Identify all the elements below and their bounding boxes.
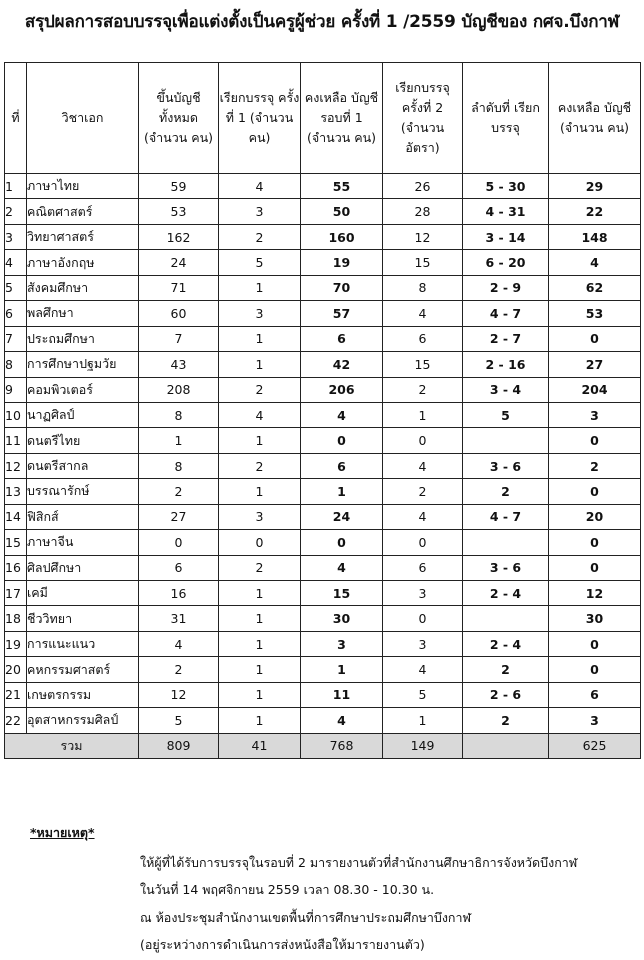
rank-cell — [463, 530, 549, 555]
table-row — [5, 606, 641, 631]
subject-cell: บรรณารักษ์ — [27, 479, 139, 504]
remaining-cell: 62 — [549, 275, 641, 300]
called-2-cell: 0 — [383, 606, 463, 631]
table-row — [5, 377, 641, 402]
called-1-cell: 1 — [219, 657, 301, 682]
remaining-cell: 53 — [549, 301, 641, 326]
row-number: 14 — [5, 504, 27, 529]
remaining-1-cell: 1 — [301, 657, 383, 682]
subject-cell: อุตสาหกรรมศิลป์ — [27, 708, 139, 733]
rank-cell: 2 - 7 — [463, 326, 549, 351]
remaining-1-cell: 57 — [301, 301, 383, 326]
table-row — [5, 224, 641, 249]
total-label: รวม — [5, 733, 139, 758]
called-1-cell: 3 — [219, 199, 301, 224]
remaining-cell: 204 — [549, 377, 641, 402]
total-remaining: 625 — [549, 733, 641, 758]
called-2-cell: 1 — [383, 402, 463, 427]
remaining-cell: 0 — [549, 530, 641, 555]
called-1-cell: 1 — [219, 326, 301, 351]
remaining-1-cell: 0 — [301, 530, 383, 555]
subject-cell: คหกรรมศาสตร์ — [27, 657, 139, 682]
remaining-cell: 12 — [549, 581, 641, 606]
table-row — [5, 453, 641, 478]
header-rank: ลำดับที่ เรียกบรรจุ — [463, 63, 549, 174]
table-row — [5, 479, 641, 504]
called-2-cell: 3 — [383, 581, 463, 606]
rank-cell: 2 — [463, 479, 549, 504]
remark-line: (อยู่ระหว่างการดำเนินการส่งหนังสือให้มารายงานตัว) — [140, 937, 425, 952]
listed-cell: 8 — [139, 453, 219, 478]
header-listed: ขึ้นบัญชีทั้งหมด (จำนวน คน) — [139, 63, 219, 174]
remaining-cell: 29 — [549, 174, 641, 199]
subject-cell: สังคมศึกษา — [27, 275, 139, 300]
called-1-cell: 2 — [219, 453, 301, 478]
page-title: สรุปผลการสอบบรรจุเพื่อแต่งตั้งเป็นครูผู้ช่วย ครั้งที่ 1 /2559 บัญชีของ กศจ.บึงกาฬ — [24, 12, 620, 32]
table-row — [5, 199, 641, 224]
row-number: 13 — [5, 479, 27, 504]
subject-cell: เคมี — [27, 581, 139, 606]
table-row — [5, 631, 641, 656]
row-number: 7 — [5, 326, 27, 351]
called-1-cell: 4 — [219, 402, 301, 427]
rank-cell: 2 - 4 — [463, 631, 549, 656]
row-number: 18 — [5, 606, 27, 631]
rank-cell: 2 - 16 — [463, 352, 549, 377]
remaining-cell: 3 — [549, 402, 641, 427]
total-called-1: 41 — [219, 733, 301, 758]
row-number: 11 — [5, 428, 27, 453]
header-called-2: เรียกบรรจุ ครั้งที่ 2 (จำนวน อัตรา) — [383, 63, 463, 174]
header-row — [5, 63, 641, 174]
rank-cell: 3 - 14 — [463, 224, 549, 249]
remark-line: ให้ผู้ที่ได้รับการบรรจุในรอบที่ 2 มารายงานตัวที่สำนักงานศึกษาธิการจังหวัดบึงกาฬ — [140, 855, 578, 870]
rank-cell: 4 - 7 — [463, 301, 549, 326]
listed-cell: 43 — [139, 352, 219, 377]
rank-cell: 5 — [463, 402, 549, 427]
listed-cell: 162 — [139, 224, 219, 249]
remaining-1-cell: 0 — [301, 428, 383, 453]
called-2-cell: 6 — [383, 555, 463, 580]
called-2-cell: 26 — [383, 174, 463, 199]
called-2-cell: 15 — [383, 250, 463, 275]
remark-line: ณ ห้องประชุมสำนักงานเขตพื้นที่การศึกษาประถมศึกษาบึงกาฬ — [140, 910, 472, 925]
row-number: 1 — [5, 174, 27, 199]
subject-cell: ภาษาไทย — [27, 174, 139, 199]
remaining-1-cell: 24 — [301, 504, 383, 529]
listed-cell: 6 — [139, 555, 219, 580]
table-row — [5, 301, 641, 326]
table-row — [5, 326, 641, 351]
table-row — [5, 555, 641, 580]
row-number: 4 — [5, 250, 27, 275]
listed-cell: 5 — [139, 708, 219, 733]
called-2-cell: 0 — [383, 530, 463, 555]
remaining-cell: 0 — [549, 326, 641, 351]
remaining-cell: 0 — [549, 657, 641, 682]
remaining-1-cell: 160 — [301, 224, 383, 249]
remaining-1-cell: 4 — [301, 402, 383, 427]
called-1-cell: 2 — [219, 555, 301, 580]
called-1-cell: 1 — [219, 479, 301, 504]
rank-cell: 5 - 30 — [463, 174, 549, 199]
remaining-cell: 4 — [549, 250, 641, 275]
called-1-cell: 1 — [219, 682, 301, 707]
remaining-1-cell: 19 — [301, 250, 383, 275]
called-2-cell: 5 — [383, 682, 463, 707]
listed-cell: 8 — [139, 402, 219, 427]
called-2-cell: 6 — [383, 326, 463, 351]
rank-cell: 2 - 4 — [463, 581, 549, 606]
called-1-cell: 0 — [219, 530, 301, 555]
rank-cell — [463, 428, 549, 453]
rank-cell: 3 - 6 — [463, 453, 549, 478]
total-rank — [463, 733, 549, 758]
row-number: 21 — [5, 682, 27, 707]
row-number: 12 — [5, 453, 27, 478]
row-number: 17 — [5, 581, 27, 606]
listed-cell: 4 — [139, 631, 219, 656]
listed-cell: 7 — [139, 326, 219, 351]
table-row — [5, 250, 641, 275]
remaining-1-cell: 15 — [301, 581, 383, 606]
remaining-cell: 0 — [549, 428, 641, 453]
total-called-2: 149 — [383, 733, 463, 758]
listed-cell: 24 — [139, 250, 219, 275]
called-2-cell: 1 — [383, 708, 463, 733]
subject-cell: การแนะแนว — [27, 631, 139, 656]
listed-cell: 2 — [139, 657, 219, 682]
table-row — [5, 682, 641, 707]
subject-cell: พลศึกษา — [27, 301, 139, 326]
remaining-1-cell: 50 — [301, 199, 383, 224]
called-2-cell: 4 — [383, 301, 463, 326]
table-row — [5, 275, 641, 300]
subject-cell: คณิตศาสตร์ — [27, 199, 139, 224]
called-2-cell: 12 — [383, 224, 463, 249]
remaining-1-cell: 206 — [301, 377, 383, 402]
row-number: 20 — [5, 657, 27, 682]
called-1-cell: 2 — [219, 224, 301, 249]
table-row — [5, 428, 641, 453]
subject-cell: การศึกษาปฐมวัย — [27, 352, 139, 377]
subject-cell: ดนตรีสากล — [27, 453, 139, 478]
remaining-cell: 0 — [549, 479, 641, 504]
remaining-cell: 22 — [549, 199, 641, 224]
called-2-cell: 15 — [383, 352, 463, 377]
remaining-cell: 30 — [549, 606, 641, 631]
rank-cell: 3 - 6 — [463, 555, 549, 580]
row-number: 3 — [5, 224, 27, 249]
remaining-1-cell: 6 — [301, 326, 383, 351]
subject-cell: คอมพิวเตอร์ — [27, 377, 139, 402]
total-remaining-1: 768 — [301, 733, 383, 758]
table-row — [5, 174, 641, 199]
called-2-cell: 4 — [383, 453, 463, 478]
called-1-cell: 4 — [219, 174, 301, 199]
called-2-cell: 2 — [383, 479, 463, 504]
called-1-cell: 1 — [219, 352, 301, 377]
remaining-1-cell: 3 — [301, 631, 383, 656]
remaining-1-cell: 42 — [301, 352, 383, 377]
header-remaining: คงเหลือ บัญชี (จำนวน คน) — [549, 63, 641, 174]
called-1-cell: 3 — [219, 504, 301, 529]
called-1-cell: 1 — [219, 275, 301, 300]
subject-cell: ฟิสิกส์ — [27, 504, 139, 529]
listed-cell: 2 — [139, 479, 219, 504]
called-1-cell: 2 — [219, 377, 301, 402]
called-1-cell: 1 — [219, 631, 301, 656]
header-remaining-1: คงเหลือ บัญชีรอบที่ 1 (จำนวน คน) — [301, 63, 383, 174]
remaining-1-cell: 4 — [301, 708, 383, 733]
called-1-cell: 1 — [219, 606, 301, 631]
row-number: 15 — [5, 530, 27, 555]
called-2-cell: 2 — [383, 377, 463, 402]
header-subject: วิชาเอก — [27, 63, 139, 174]
table-row — [5, 708, 641, 733]
rank-cell: 3 - 4 — [463, 377, 549, 402]
rank-cell: 2 - 6 — [463, 682, 549, 707]
rank-cell: 2 — [463, 657, 549, 682]
remaining-cell: 3 — [549, 708, 641, 733]
row-number: 9 — [5, 377, 27, 402]
table-row — [5, 352, 641, 377]
rank-cell — [463, 606, 549, 631]
called-1-cell: 3 — [219, 301, 301, 326]
remaining-1-cell: 70 — [301, 275, 383, 300]
called-2-cell: 28 — [383, 199, 463, 224]
called-2-cell: 3 — [383, 631, 463, 656]
remaining-cell: 0 — [549, 555, 641, 580]
subject-cell: วิทยาศาสตร์ — [27, 224, 139, 249]
listed-cell: 59 — [139, 174, 219, 199]
header-called-1: เรียกบรรจุ ครั้งที่ 1 (จำนวน คน) — [219, 63, 301, 174]
listed-cell: 60 — [139, 301, 219, 326]
subject-cell: เกษตรกรรม — [27, 682, 139, 707]
rank-cell: 2 - 9 — [463, 275, 549, 300]
subject-cell: ภาษาจีน — [27, 530, 139, 555]
remaining-1-cell: 4 — [301, 555, 383, 580]
called-2-cell: 0 — [383, 428, 463, 453]
remaining-cell: 27 — [549, 352, 641, 377]
called-1-cell: 1 — [219, 428, 301, 453]
remaining-cell: 6 — [549, 682, 641, 707]
results-table — [4, 62, 641, 759]
listed-cell: 31 — [139, 606, 219, 631]
listed-cell: 1 — [139, 428, 219, 453]
called-1-cell: 1 — [219, 581, 301, 606]
table-row — [5, 530, 641, 555]
total-listed: 809 — [139, 733, 219, 758]
rank-cell: 6 - 20 — [463, 250, 549, 275]
listed-cell: 208 — [139, 377, 219, 402]
called-1-cell: 5 — [219, 250, 301, 275]
rank-cell: 4 - 7 — [463, 504, 549, 529]
row-number: 6 — [5, 301, 27, 326]
subject-cell: ชีววิทยา — [27, 606, 139, 631]
called-2-cell: 8 — [383, 275, 463, 300]
table-row — [5, 402, 641, 427]
rank-cell: 4 - 31 — [463, 199, 549, 224]
rank-cell: 2 — [463, 708, 549, 733]
subject-cell: ภาษาอังกฤษ — [27, 250, 139, 275]
listed-cell: 71 — [139, 275, 219, 300]
header-no: ที่ — [5, 63, 27, 174]
total-row — [5, 733, 641, 758]
remaining-1-cell: 1 — [301, 479, 383, 504]
row-number: 10 — [5, 402, 27, 427]
listed-cell: 12 — [139, 682, 219, 707]
remaining-cell: 20 — [549, 504, 641, 529]
called-2-cell: 4 — [383, 657, 463, 682]
called-1-cell: 1 — [219, 708, 301, 733]
remark-line: ในวันที่ 14 พฤศจิกายน 2559 เวลา 08.30 - 10.30 น. — [140, 882, 435, 897]
table-row — [5, 657, 641, 682]
row-number: 5 — [5, 275, 27, 300]
remarks-label: *หมายเหตุ* — [30, 825, 95, 840]
listed-cell: 16 — [139, 581, 219, 606]
subject-cell: ศิลปศึกษา — [27, 555, 139, 580]
remaining-cell: 2 — [549, 453, 641, 478]
row-number: 19 — [5, 631, 27, 656]
row-number: 16 — [5, 555, 27, 580]
subject-cell: ดนตรีไทย — [27, 428, 139, 453]
remaining-cell: 0 — [549, 631, 641, 656]
row-number: 22 — [5, 708, 27, 733]
listed-cell: 53 — [139, 199, 219, 224]
called-2-cell: 4 — [383, 504, 463, 529]
remaining-1-cell: 6 — [301, 453, 383, 478]
listed-cell: 0 — [139, 530, 219, 555]
remaining-1-cell: 11 — [301, 682, 383, 707]
remaining-cell: 148 — [549, 224, 641, 249]
table-row — [5, 581, 641, 606]
subject-cell: ประถมศึกษา — [27, 326, 139, 351]
remaining-1-cell: 55 — [301, 174, 383, 199]
table-row — [5, 504, 641, 529]
row-number: 8 — [5, 352, 27, 377]
listed-cell: 27 — [139, 504, 219, 529]
remaining-1-cell: 30 — [301, 606, 383, 631]
subject-cell: นาฏศิลป์ — [27, 402, 139, 427]
row-number: 2 — [5, 199, 27, 224]
